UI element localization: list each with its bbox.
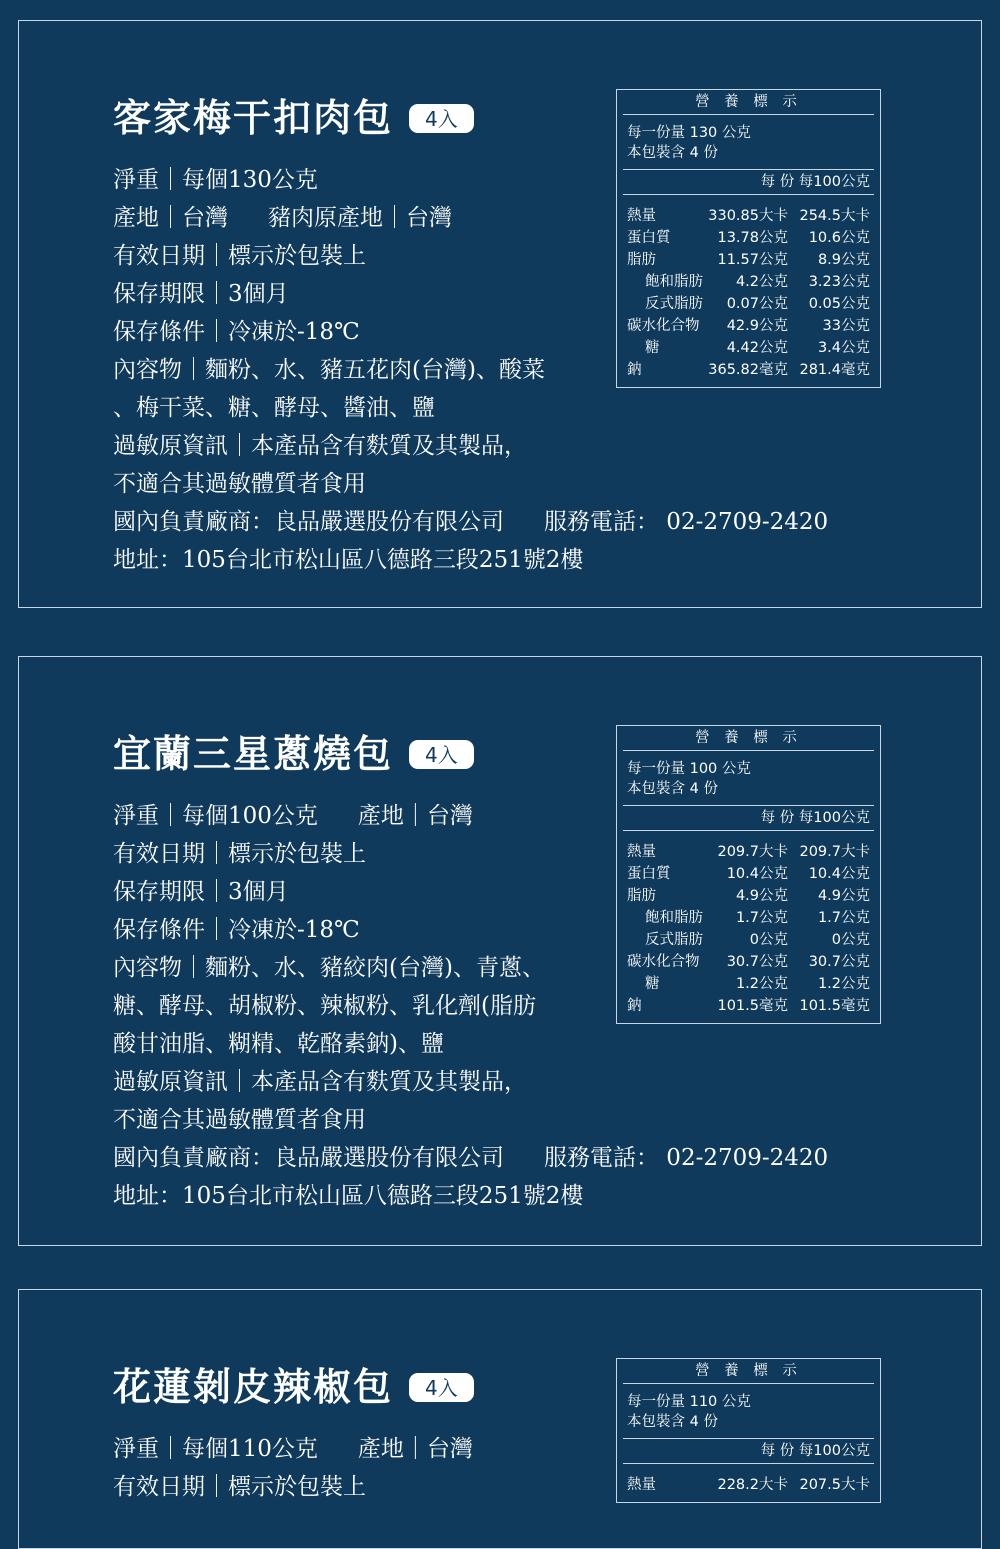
info-line — [113, 503, 828, 541]
per-100g-value: 3.4公克 — [817, 340, 870, 356]
product-title: 宜蘭三星蔥燒包 — [113, 731, 394, 776]
nutrient-name: 脂肪 — [627, 888, 656, 904]
product-title: 客家梅干扣肉包 — [113, 95, 394, 140]
per-serving-value: 0.07公克 — [726, 296, 788, 312]
per-serving-value: 4.9公克 — [735, 888, 788, 904]
info-text: 保存期限｜3個月 — [113, 281, 289, 307]
nutrient-name: 糖 — [645, 340, 660, 356]
per-serving-value: 42.9公克 — [726, 318, 788, 334]
info-text: 淨重｜每個100公克 — [113, 803, 318, 829]
info-text: 酸甘油脂、糊精、乾酪素鈉)、鹽 — [113, 1031, 444, 1057]
servings-per-package: 本包裝含 4 份 — [627, 1414, 718, 1430]
nutrition-row — [627, 841, 870, 863]
info-text: 豬肉原產地｜台灣 — [268, 205, 452, 231]
nutrition-row — [627, 929, 870, 951]
info-line — [113, 465, 828, 503]
info-text: 淨重｜每個130公克 — [113, 167, 318, 193]
per-100g-value: 3.23公克 — [808, 274, 870, 290]
info-text: 內容物｜麵粉、水、豬五花肉(台灣)、酸菜 — [113, 357, 545, 383]
info-text: 有效日期｜標示於包裝上 — [113, 243, 366, 269]
per-100g-value: 1.7公克 — [817, 910, 870, 926]
nutrient-name: 鈉 — [627, 998, 642, 1014]
nutrient-name: 糖 — [645, 976, 660, 992]
info-text: 過敏原資訊｜本產品含有麩質及其製品， — [113, 1069, 527, 1095]
per-serving-value: 4.42公克 — [726, 340, 788, 356]
info-text: 有效日期｜標示於包裝上 — [113, 841, 366, 867]
nutrition-column-header: 每 份 每100公克 — [623, 1439, 874, 1464]
info-line — [113, 1139, 828, 1177]
nutrition-row — [627, 995, 870, 1017]
info-text: 保存期限｜3個月 — [113, 879, 289, 905]
nutrient-name: 碳水化合物 — [627, 318, 700, 334]
servings-per-package: 本包裝含 4 份 — [627, 781, 718, 797]
per-100g-value: 33公克 — [822, 318, 870, 334]
info-text: 產地｜台灣 — [357, 1436, 473, 1462]
quantity-badge: 4入 — [409, 1373, 474, 1402]
per-100g-value: 101.5毫克 — [799, 998, 870, 1014]
product-title: 花蓮剝皮辣椒包 — [113, 1364, 394, 1409]
info-text: 內容物｜麵粉、水、豬絞肉(台灣)、青蔥、 — [113, 955, 545, 981]
info-line — [113, 1468, 473, 1506]
nutrition-table — [616, 725, 881, 1024]
per-100g-value: 10.4公克 — [808, 866, 870, 882]
nutrition-header: 營 養 標 示 — [623, 90, 874, 115]
serving-info — [623, 1384, 874, 1439]
nutrition-row — [627, 205, 870, 227]
per-100g-value: 10.6公克 — [808, 230, 870, 246]
nutrition-row — [627, 249, 870, 271]
nutrient-name: 飽和脂肪 — [645, 274, 703, 290]
info-text: 地址：105台北市松山區八德路三段251號2樓 — [113, 547, 584, 573]
nutrition-column-header: 每 份 每100公克 — [623, 170, 874, 195]
product-panel — [18, 656, 982, 1246]
nutrition-row — [627, 227, 870, 249]
serving-size: 每一份量 100 公克 — [627, 761, 751, 777]
product-panel — [18, 20, 982, 608]
per-serving-value: 10.4公克 — [726, 866, 788, 882]
info-text: 不適合其過敏體質者食用 — [113, 471, 366, 497]
per-serving-value: 1.2公克 — [735, 976, 788, 992]
info-text: 國內負責廠商：良品嚴選股份有限公司 — [113, 1145, 504, 1171]
info-text: 產地｜台灣 — [357, 803, 473, 829]
per-serving-value: 13.78公克 — [717, 230, 788, 246]
serving-info — [623, 115, 874, 170]
nutrient-name: 反式脂肪 — [645, 932, 703, 948]
info-text: 淨重｜每個110公克 — [113, 1436, 318, 1462]
info-text: 產地｜台灣 — [113, 205, 228, 231]
info-text: 、梅干菜、糖、酵母、醬油、鹽 — [113, 395, 435, 421]
info-line — [113, 389, 828, 427]
product-info — [113, 1430, 473, 1506]
title-row — [113, 1364, 474, 1409]
info-text: 有效日期｜標示於包裝上 — [113, 1474, 366, 1500]
nutrition-table — [616, 89, 881, 388]
nutrient-name: 熱量 — [627, 844, 656, 860]
title-row — [113, 95, 474, 140]
per-serving-value: 365.82毫克 — [708, 362, 788, 378]
per-100g-value: 30.7公克 — [808, 954, 870, 970]
quantity-badge: 4入 — [409, 740, 474, 769]
nutrition-row — [627, 293, 870, 315]
per-100g-value: 4.9公克 — [817, 888, 870, 904]
per-serving-value: 4.2公克 — [735, 274, 788, 290]
info-line — [113, 1177, 828, 1215]
nutrition-row — [627, 863, 870, 885]
nutrient-name: 反式脂肪 — [645, 296, 703, 312]
per-serving-value: 228.2大卡 — [717, 1477, 788, 1493]
info-text: 保存條件｜冷凍於-18℃ — [113, 917, 360, 943]
nutrition-row — [627, 951, 870, 973]
nutrition-row — [627, 885, 870, 907]
nutrient-name: 熱量 — [627, 208, 656, 224]
per-100g-value: 209.7大卡 — [799, 844, 870, 860]
servings-per-package: 本包裝含 4 份 — [627, 145, 718, 161]
nutrition-row — [627, 973, 870, 995]
info-text: 不適合其過敏體質者食用 — [113, 1107, 366, 1133]
per-100g-value: 281.4毫克 — [799, 362, 870, 378]
nutrition-table — [616, 1358, 881, 1503]
nutrition-rows — [617, 1464, 880, 1502]
info-text: 國內負責廠商：良品嚴選股份有限公司 — [113, 509, 504, 535]
per-100g-value: 8.9公克 — [817, 252, 870, 268]
info-line — [113, 1025, 828, 1063]
per-serving-value: 11.57公克 — [717, 252, 788, 268]
info-line — [113, 1063, 828, 1101]
info-line — [113, 1101, 828, 1139]
nutrient-name: 碳水化合物 — [627, 954, 700, 970]
nutrition-row — [627, 907, 870, 929]
per-100g-value: 207.5大卡 — [799, 1477, 870, 1493]
serving-size: 每一份量 130 公克 — [627, 125, 751, 141]
nutrient-name: 鈉 — [627, 362, 642, 378]
nutrient-name: 脂肪 — [627, 252, 656, 268]
nutrition-row — [627, 1474, 870, 1496]
per-serving-value: 330.85大卡 — [708, 208, 788, 224]
info-line — [113, 541, 828, 579]
nutrition-row — [627, 359, 870, 381]
info-text: 糖、酵母、胡椒粉、辣椒粉、乳化劑(脂肪 — [113, 993, 536, 1019]
info-line — [113, 1430, 473, 1468]
per-serving-value: 30.7公克 — [726, 954, 788, 970]
nutrient-name: 飽和脂肪 — [645, 910, 703, 926]
per-serving-value: 0公克 — [749, 932, 788, 948]
nutrition-header: 營 養 標 示 — [623, 726, 874, 751]
info-text: 地址：105台北市松山區八德路三段251號2樓 — [113, 1183, 584, 1209]
product-panel — [18, 1289, 982, 1549]
per-100g-value: 1.2公克 — [817, 976, 870, 992]
nutrient-name: 蛋白質 — [627, 230, 671, 246]
nutrition-row — [627, 315, 870, 337]
title-row — [113, 731, 474, 776]
info-text: 保存條件｜冷凍於-18℃ — [113, 319, 360, 345]
nutrition-rows — [617, 195, 880, 387]
serving-info — [623, 751, 874, 806]
nutrient-name: 蛋白質 — [627, 866, 671, 882]
per-serving-value: 101.5毫克 — [717, 998, 788, 1014]
nutrition-row — [627, 337, 870, 359]
nutrient-name: 熱量 — [627, 1477, 656, 1493]
nutrition-rows — [617, 831, 880, 1023]
per-100g-value: 0公克 — [831, 932, 870, 948]
info-text: 服務電話： 02-2709-2420 — [544, 1145, 829, 1171]
quantity-badge: 4入 — [409, 104, 474, 133]
info-text: 過敏原資訊｜本產品含有麩質及其製品， — [113, 433, 527, 459]
per-serving-value: 209.7大卡 — [717, 844, 788, 860]
serving-size: 每一份量 110 公克 — [627, 1394, 751, 1410]
per-100g-value: 254.5大卡 — [799, 208, 870, 224]
info-text: 服務電話： 02-2709-2420 — [544, 509, 829, 535]
info-line — [113, 427, 828, 465]
nutrition-header: 營 養 標 示 — [623, 1359, 874, 1384]
nutrition-column-header: 每 份 每100公克 — [623, 806, 874, 831]
per-serving-value: 1.7公克 — [735, 910, 788, 926]
per-100g-value: 0.05公克 — [808, 296, 870, 312]
nutrition-row — [627, 271, 870, 293]
